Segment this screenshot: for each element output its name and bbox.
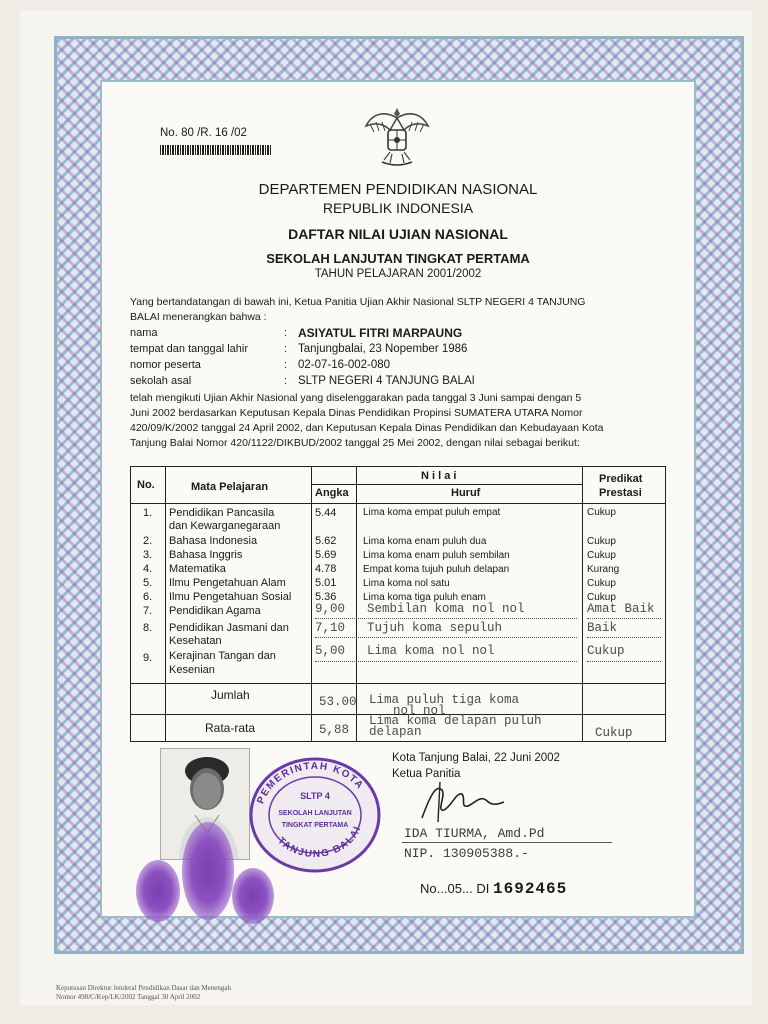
header-subject: Mata Pelajaran: [191, 481, 269, 493]
footer-note: Keputusan Direktur Jenderal Pendidikan Dasar dan Menengah: [56, 984, 231, 992]
field-label: tempat dan tanggal lahir: [130, 343, 249, 355]
statement-text: Tanjung Balai Nomor 420/1122/DIKBUD/2002 tanggal 25 Mei 2002, dengan nilai sebagai berikut:: [130, 437, 580, 449]
student-name: ASIYATUL FITRI MARPAUNG: [298, 326, 463, 340]
stamp-inner-text: SLTP 4: [300, 791, 330, 801]
signer-nip: NIP. 130905388.-: [404, 846, 529, 861]
fingerprint: [182, 822, 234, 920]
statement-text: Juni 2002 berdasarkan Keputusan Kepala Dinas Pendidikan Propinsi SUMATERA UTARA Nomor: [130, 407, 583, 419]
intro-text: Yang bertandatangan di bawah ini, Ketua Panitia Ujian Akhir Nasional SLTP NEGERI 4 TANJUNG: [130, 296, 586, 308]
statement-text: 420/09/K/2002 tanggal 24 April 2002, dan Keputusan Kepala Dinas Pendidikan dan Kebudayaan Kota: [130, 422, 604, 434]
department-title: DEPARTEMEN PENDIDIKAN NASIONAL: [258, 181, 538, 198]
header-predikat: Predikat: [599, 473, 643, 485]
header-angka: Angka: [315, 487, 349, 499]
signer-name: IDA TIURMA, Amd.Pd: [404, 826, 545, 841]
intro-text: BALAI menerangkan bahwa :: [130, 311, 267, 323]
stamp-top-text: PEMERINTAH KOTA: [255, 760, 366, 806]
field-colon: :: [284, 375, 288, 387]
statement-text: telah mengikuti Ujian Akhir Nasional yang diselenggarakan pada tanggal 3 Juni sampai dengan 5: [130, 392, 582, 404]
field-colon: :: [284, 327, 288, 339]
field-colon: :: [284, 359, 288, 371]
signer-role: Ketua Panitia: [392, 768, 461, 780]
stamp-inner-text: TINGKAT PERTAMA: [281, 822, 349, 829]
fingerprint: [136, 860, 180, 922]
field-label: nomor peserta: [130, 359, 201, 371]
header-nilai: N i l a i: [421, 470, 457, 482]
header-no: No.: [137, 479, 155, 491]
header-prestasi: Prestasi: [599, 487, 642, 499]
signing-place-date: Kota Tanjung Balai, 22 Juni 2002: [392, 752, 560, 764]
footer-note: Nomor 498/C/Kep/LK/2002 Tanggal 30 April 2002: [56, 993, 201, 1001]
birth-place-date: Tanjungbalai, 23 Nopember 1986: [298, 343, 468, 355]
fingerprint: [232, 868, 274, 924]
participant-number: 02-07-16-002-080: [298, 359, 391, 371]
header-huruf: Huruf: [451, 487, 481, 499]
origin-school: SLTP NEGERI 4 TANJUNG BALAI: [298, 375, 475, 387]
signature-line: [402, 842, 612, 843]
handwritten-signature: [412, 776, 522, 826]
academic-year: TAHUN PELAJARAN 2001/2002: [314, 268, 482, 280]
field-label: sekolah asal: [130, 375, 192, 387]
serial-number: No...05... DI 1692465: [420, 880, 568, 898]
document-number: No. 80 /R. 16 /02: [160, 127, 247, 139]
republic-title: REPUBLIK INDONESIA: [322, 200, 474, 216]
document-title: DAFTAR NILAI UJIAN NASIONAL: [288, 226, 508, 242]
stamp-inner-text: SEKOLAH LANJUTAN: [278, 810, 352, 817]
school-level-title: SEKOLAH LANJUTAN TINGKAT PERTAMA: [266, 251, 530, 266]
barcode: [160, 145, 272, 155]
school-stamp: [247, 755, 383, 875]
garuda-emblem-icon: [362, 100, 432, 170]
stamp-bottom-text: TANJUNG BALAI: [275, 824, 364, 861]
field-colon: :: [284, 343, 288, 355]
field-label: nama: [130, 327, 158, 339]
grades-table: No. Mata Pelajaran N i l a i Angka Huruf Predikat Prestasi 1. Pendidikan Pancasila dan Kewarganegaraan 5.44 Lima koma empat puluh empat Cukup 2. Bahasa Indonesia 5.62 Lima koma enam puluh dua Cukup 3. Bahasa Inggris 5.69 Lima koma enam puluh sembilan Cukup 4. Matematika 4.78 Empat koma tujuh puluh delapan Kurang 5. Ilmu Pengetahuan Alam 5.01 Lima koma nol satu Cukup 6. Ilmu Pengetahuan Sosial 5.36 Lima koma tiga puluh enam Cukup 7. Pendidikan Agama 9,00 Sembilan koma nol nol Amat Baik 8. Pendidikan Jasmani dan Kesehatan 7,10 Tujuh koma sepuluh Baik 9. Kerajinan Tangan dan Kesenian 5,00 Lima koma nol nol Cukup Jumlah 53.00 Lima puluh tiga koma nol nol Rata-rata 5,88 Lima koma delapan puluh delapan Cukup: [130, 466, 666, 742]
